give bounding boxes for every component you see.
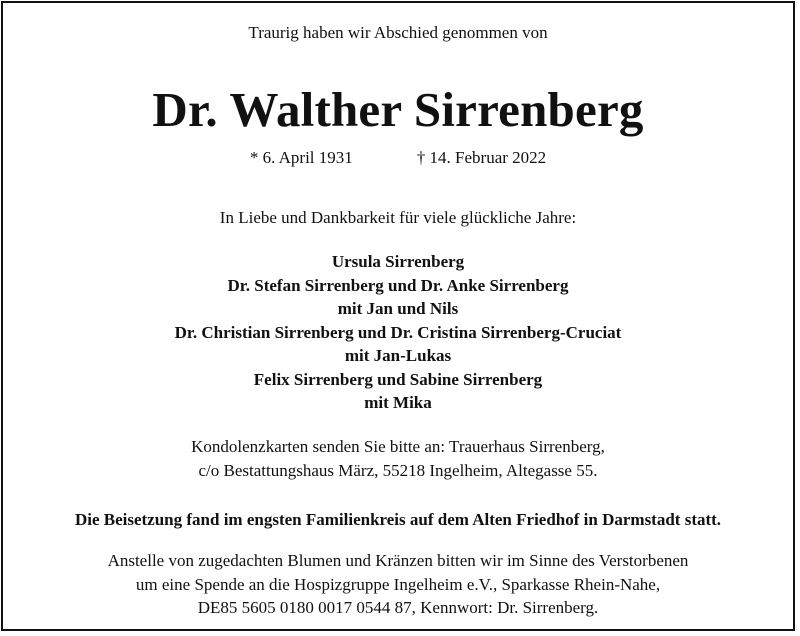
obituary-notice [1, 1, 795, 631]
family-member: mit Jan-Lukas [344, 346, 452, 365]
donation-line: um eine Spende an die Hospizgruppe Ingelheim e.V., Sparkasse Rhein-Nahe, [135, 574, 661, 594]
family-member: mit Jan und Nils [337, 299, 459, 318]
funeral-note: Die Beisetzung fand im engsten Familienkreis auf dem Alten Friedhof in Darmstadt statt. [74, 510, 722, 529]
family-list [3, 250, 793, 415]
family-member: Ursula Sirrenberg [331, 252, 465, 271]
life-dates [3, 148, 793, 168]
donation-line: DE85 5605 0180 0017 0544 87, Kennwort: Dr. Sirrenberg. [197, 598, 599, 617]
birth-date: * 6. April 1931 [249, 148, 353, 167]
donation-request [3, 549, 793, 620]
family-member: Felix Sirrenberg und Sabine Sirrenberg [253, 369, 543, 389]
dedication-text: In Liebe und Dankbarkeit für viele glückliche Jahre: [219, 208, 577, 227]
family-member: Dr. Christian Sirrenberg und Dr. Cristina Sirrenberg-Cruciat [174, 322, 622, 342]
condolence-address [3, 435, 793, 482]
condolence-line: Kondolenzkarten senden Sie bitte an: Trauerhaus Sirrenberg, [191, 437, 605, 456]
condolence-line: c/o Bestattungshaus März, 55218 Ingelheim, Altegasse 55. [198, 460, 598, 480]
donation-line: Anstelle von zugedachten Blumen und Kränzen bitten wir im Sinne des Verstorbenen [107, 551, 689, 570]
family-member: Dr. Stefan Sirrenberg und Dr. Anke Sirrenberg [227, 275, 569, 295]
deceased-name: Dr. Walther Sirrenberg [152, 82, 644, 137]
family-member: mit Mika [364, 393, 432, 412]
death-date: † 14. Februar 2022 [416, 148, 547, 167]
intro-text: Traurig haben wir Abschied genommen von [248, 23, 548, 42]
